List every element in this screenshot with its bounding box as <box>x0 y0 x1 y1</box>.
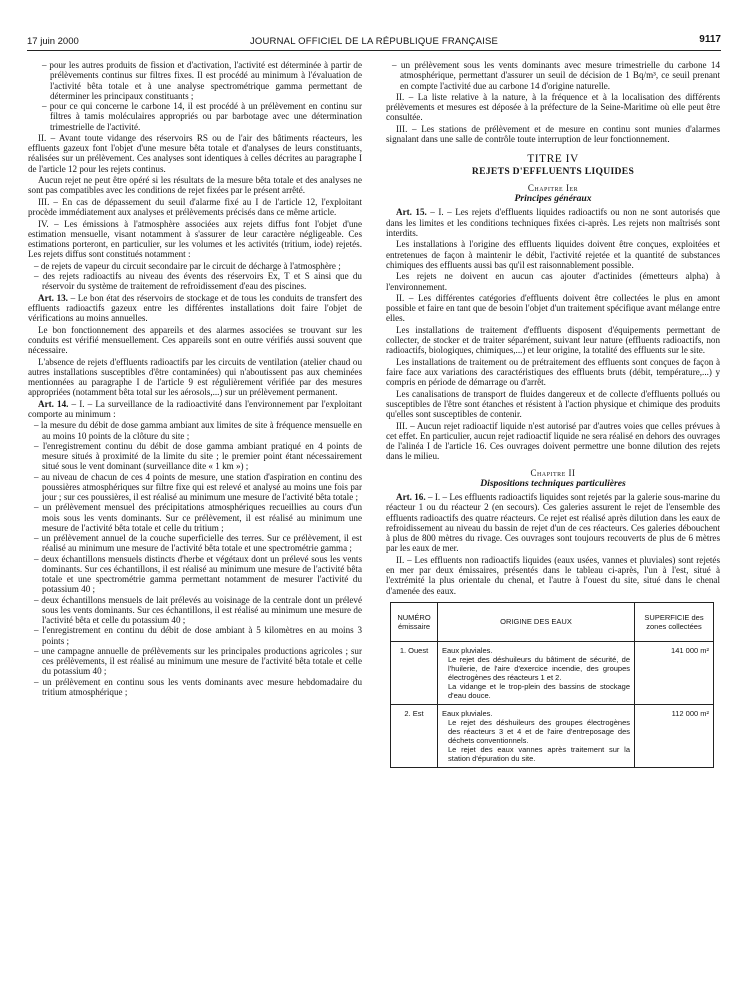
paragraph: III. – Aucun rejet radioactif liquide n'est autorisé par d'autres voies que celles prévues à cet effet. En particulier, aucun rejet radioactif liquide ne sera réalisé en dehors des ouvrages de l'alinéa I de l'article 16. Ces ouvrages doivent permettre une bonne dilution des rejets dans le milieu. <box>386 420 720 462</box>
paragraph: II. – Les effluents non radioactifs liquides (eaux usées, vannes et pluviales) sont rejetés en mer par deux émissaires, présentés dans le tableau ci-après, l'un à l'est, situé à l'extrémité la plus orientale du chenal, et l'autre à l'ouest du site, situé dans le chenal d'amenée des eaux. <box>386 554 720 596</box>
paragraph: II. – Avant toute vidange des réservoirs RS ou de l'air des bâtiments réacteurs, les effluents gazeux font l'objet d'une mesure bêta totale et d'analyses de leurs constituants, réalisées sur un prélèvement. Ces analyses sont identiques à celles décrites au paragraphe I de l'article 12 pour les rejets continus. <box>28 132 362 174</box>
origin-item: Le rejet des déshuileurs du bâtiment de sécurité, de l'huilerie, de l'aire d'exercice incendie, des groupes électrogènes des réacteurs 1 et 2. <box>448 654 630 682</box>
paragraph: II. – La liste relative à la nature, à la fréquence et à la localisation des différents prélèvements et mesures est déposée à la préfecture de la Seine-Maritime où elle peut être consultée. <box>386 91 720 123</box>
article-text: – I. – Les effluents radioactifs liquides sont rejetés par la galerie sous-marine du réacteur 1 ou du réacteur 2 (en secours). Ces galeries assurent le rejet de l'ensemble des effluents radioactifs des quatre réacteurs. Ce rejet est réalisé après dilution dans les eaux de refroidissement au niveau du bassin de rejet d'un de ces réacteurs. Ces galeries débouchent à plus de 800 mètres du rivage. Ces ouvrages sont toujours recouverts de plus de 6 mètres par les eaux de mer. <box>386 492 720 554</box>
outfall-number: 2. Est <box>391 704 438 767</box>
list-item: – pour les autres produits de fission et d'activation, l'activité est déterminée à partir de prélèvements continus sur filtres fixes. Il est procédé au minimum à l'évaluation de l'activité bêta totale et à une analyse spectrométrique gamma permettant de déterminer les principaux constituants ; <box>28 60 362 101</box>
paragraph: III. – Les stations de prélèvement et de mesure en continu sont munies d'alarmes signalant dans une salle de contrôle toute interruption de leur fonctionnement. <box>386 123 720 145</box>
origin-item: Le rejet des déshuileurs des groupes électrogènes des réacteurs 3 et 4 et de l'aire d'entreposage des déchets conventionnels. <box>448 717 630 745</box>
origin-title: Eaux pluviales. <box>442 708 493 718</box>
origin-item: La vidange et le trop-plein des bassins de stockage d'eau douce. <box>448 681 630 700</box>
water-origin <box>438 641 635 704</box>
carbon-list <box>386 60 720 91</box>
chapter-heading: Chapitre II <box>530 467 576 478</box>
list-item: – deux échantillons mensuels de lait prélevés au voisinage de la centrale dont un prélevé sous les vents dominants. Sur ces échantillons, il est réalisé au minimum une mesure de l'activité bêta et celle du potassium 40 ; <box>28 595 362 626</box>
article-label: Art. 13. <box>38 292 68 303</box>
article-label: Art. 15. <box>396 207 427 218</box>
table-header-row <box>391 602 714 641</box>
list-item: – deux échantillons mensuels distincts d'herbe et végétaux dont un prélevé sous les vents dominants. Sur ces échantillons, il est réalisé au minimum une mesure de l'activité bêta totale et une spectrométrie gamma permettant notamment de mesurer l'activité du potassium 40 ; <box>28 554 362 595</box>
list-item: – des rejets radioactifs au niveau des évents des réservoirs Ex, T et S ainsi que du réservoir du système de traitement de refroidissement d'eau des piscines. <box>28 271 362 292</box>
paragraph: L'absence de rejets d'effluents radioactifs par les circuits de ventilation (atelier chaud ou autres installations susceptibles d'être contaminées) qui n'aboutissent pas aux cheminées mentionnées au paragraphe I de l'article 9 est régulièrement vérifiée par des mesures appropriées (notamment bêta total sur les aérosols,...) sur un prélèvement permanent. <box>28 356 362 398</box>
title-subheading: REJETS D'EFFLUENTS LIQUIDES <box>471 165 635 177</box>
list-item: – l'enregistrement continu du débit de dose gamma ambiant pratiqué en 4 points de mesure situés à proximité de la limite du site ; le premier point étant nécessairement situé sous le vent dominant (surveillance dite « 1 km ») ; <box>28 441 362 472</box>
list-item: – un prélèvement en continu sous les vents dominants avec mesure hebdomadaire du tritium atmosphérique ; <box>28 677 362 698</box>
article-label: Art. 14. <box>38 398 69 409</box>
chapter-subheading: Principes généraux <box>514 193 592 205</box>
paragraph: Aucun rejet ne peut être opéré si les résultats de la mesure bêta totale et des analyses ne sont pas compatibles avec les conditions de rejet fixées par le présent arrêté. <box>28 175 362 196</box>
journal-title: JOURNAL OFFICIEL DE LA RÉPUBLIQUE FRANÇAISE <box>249 36 499 47</box>
diffuse-release-list <box>28 261 362 292</box>
paragraph: Les installations à l'origine des effluents liquides doivent être conçues, exploitées et entretenues de façon à maintenir le débit, l'activité rejetée et la quantité de substances chimiques des effluents aussi bas qu'il est raisonnablement possible. <box>386 239 720 270</box>
article-15 <box>386 207 720 238</box>
paragraph: Les rejets ne doivent en aucun cas ajouter d'actinides (émetteurs alpha) à l'environnement. <box>386 271 720 292</box>
paragraph: Le bon fonctionnement des appareils et des alarmes associées se trouvant sur les conduits est vérifié mensuellement. Ces appareils sont en outre vérifiés aussi souvent que nécessaire. <box>28 324 362 356</box>
list-item: – un prélèvement sous les vents dominants avec mesure trimestrielle du carbone 14 atmosphérique, permettant d'assurer un seuil de décision de 1 Bq/m³, ce seuil prenant en compte l'activité due au carbone 14 d'origine naturelle. <box>386 60 720 91</box>
outfall-number: 1. Ouest <box>391 641 438 704</box>
paragraph: Les canalisations de transport de fluides dangereux et de collecte d'effluents pollués ou susceptibles de l'être sont étanches et résistent à l'action physique et chimique des produits qu'elles sont susceptibles de contenir. <box>386 388 720 420</box>
list-item: – un prélèvement annuel de la couche superficielle des terres. Sur ce prélèvement, il est réalisé au minimum une mesure de l'activité bêta totale et une spectrométrie gamma ; <box>28 533 362 554</box>
article-label: Art. 16. <box>396 492 426 503</box>
surveillance-list <box>28 420 362 697</box>
issue-date: 17 juin 2000 <box>27 36 79 47</box>
page-number: 9117 <box>699 34 721 45</box>
list-item: – une campagne annuelle de prélèvements sur les principales productions agricoles ; sur ces prélèvements, il est réalisé au minimum une mesure de l'activité bêta totale et celle du potassium 40 ; <box>28 646 362 677</box>
list-item: – un prélèvement mensuel des précipitations atmosphériques recueillies au cours d'un mois sous les vents dominants. Sur ce prélèvement, il est réalisé au minimum une mesure de l'activité bêta totale et celle du tritium ; <box>28 502 362 533</box>
header-area: SUPERFICIE des zones collectées <box>635 602 714 641</box>
page-header <box>27 34 721 51</box>
article-text: – Le bon état des réservoirs de stockage et de tous les conduits de transfert des effluents radioactifs gazeux entre les différentes installations doit faire l'objet de vérifications au moins annuelles. <box>28 292 362 324</box>
water-origin <box>438 704 635 767</box>
left-column <box>28 60 362 970</box>
collected-area: 112 000 m² <box>635 704 714 767</box>
outfall-table <box>390 602 714 768</box>
origin-item: Le rejet des eaux vannes après traitement sur la station d'épuration du site. <box>448 744 630 763</box>
list-item: – pour ce qui concerne le carbone 14, il est procédé à un prélèvement en continu sur filtres à tamis moléculaires appropriés ou par barbotage avec une détermination trimestrielle de l'activité. <box>28 101 362 132</box>
paragraph: III. – En cas de dépassement du seuil d'alarme fixé au I de l'article 12, l'exploitant procède immédiatement aux analyses et prélèvements précisés dans ce même article. <box>28 196 362 218</box>
chapter-subheading: Dispositions techniques particulières <box>480 477 626 489</box>
list-item: – au niveau de chacun de ces 4 points de mesure, une station d'aspiration en continu des poussières atmosphériques sur filtre fixe qui est relevé et analysé au moins une fois par jour ; sur ces poussières, il est réalisé au minimum une mesure de l'activité bêta totale ; <box>28 472 362 503</box>
list-item: – l'enregistrement en continu du débit de dose ambiant à 5 kilomètres en au moins 3 points ; <box>28 625 362 646</box>
paragraph: II. – Les différentes catégories d'effluents doivent être collectées le plus en amont possible et faire en tant que de besoin l'objet d'un traitement spécifique avant mélange entre elles. <box>386 292 720 324</box>
collected-area: 141 000 m² <box>635 641 714 704</box>
list-item: – de rejets de vapeur du circuit secondaire par le circuit de décharge à l'atmosphère ; <box>28 261 362 271</box>
article-text: – I. – Les rejets d'effluents liquides radioactifs ou non ne sont autorisés que dans les limites et les conditions techniques fixées ci-après. Les rejets non maîtrisés sont interdits. <box>386 207 720 238</box>
measurement-list <box>28 60 362 132</box>
list-item: – la mesure du débit de dose gamma ambiant aux limites de site à fréquence mensuelle en au moins 10 points de la clôture du site ; <box>28 420 362 441</box>
article-13 <box>28 293 362 324</box>
paragraph: IV. – Les émissions à l'atmosphère associées aux rejets diffus font l'objet d'une estimation mensuelle, visant notamment à s'assurer de leur caractère négligeable. Ces estimations porteront, en particulier, sur les volumes et les activités (tritium, iode) rejetés. Les rejets diffus sont constitués notamment : <box>28 218 362 260</box>
article-text: – I. – La surveillance de la radioactivité dans l'environnement par l'exploitant comporte au minimum : <box>28 398 362 419</box>
title-heading: TITRE IV <box>527 153 579 166</box>
right-column <box>386 60 720 970</box>
table-row <box>391 641 714 704</box>
article-16 <box>386 492 720 554</box>
header-origin: ORIGINE DES EAUX <box>438 602 635 641</box>
paragraph: Les installations de traitement d'effluents disposent d'équipements permettant de collecter, de stocker et de traiter séparément, suivant leur nature (effluents radioactifs, non radioactifs, biologiques, chimiques,...) et leur origine, la totalité des effluents sur le site. <box>386 324 720 356</box>
article-14 <box>28 399 362 420</box>
table-row <box>391 704 714 767</box>
paragraph: Les installations de traitement ou de prétraitement des effluents sont conçues de façon à faire face aux variations des caractéristiques des effluents bruts (débit, température,...) y compris en période de démarrage ou d'arrêt. <box>386 356 720 388</box>
header-number: NUMÉRO émissaire <box>391 602 438 641</box>
chapter-heading: Chapitre Ier <box>527 182 579 193</box>
origin-title: Eaux pluviales. <box>442 645 493 655</box>
